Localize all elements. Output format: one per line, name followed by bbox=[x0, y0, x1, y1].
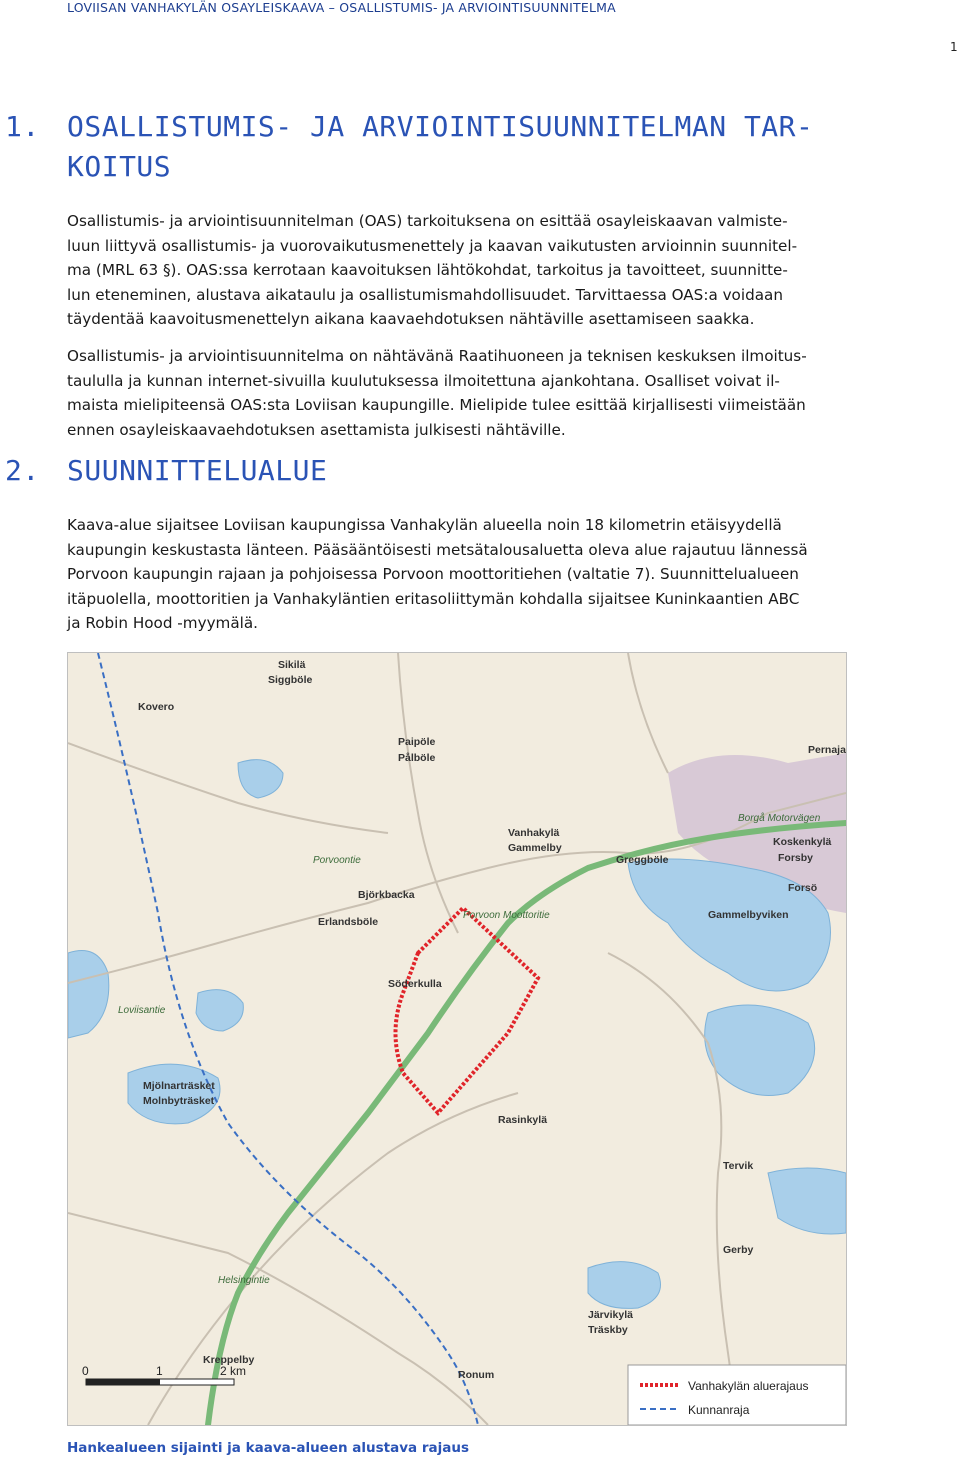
place-label: Molnbyträsket bbox=[143, 1095, 215, 1107]
section-1-paragraph-2 bbox=[67, 344, 953, 442]
road-label: Helsingintie bbox=[218, 1275, 270, 1286]
place-label: Erlandsböle bbox=[318, 916, 379, 928]
section-1-heading bbox=[5, 107, 814, 187]
section-1-title-line1: OSALLISTUMIS- JA ARVIOINTISUUNNITELMAN TAR- bbox=[67, 110, 814, 143]
text-line: ennen osayleiskaavaehdotuksen asettamista julkisesti nähtäville. bbox=[67, 420, 566, 439]
place-label: Paipöle bbox=[398, 736, 436, 748]
place-label: Gammelbyviken bbox=[708, 909, 789, 921]
section-1-paragraph-1 bbox=[67, 209, 953, 332]
place-label: Greggböle bbox=[616, 854, 669, 866]
map-canvas bbox=[68, 653, 846, 1425]
place-label: Gerby bbox=[723, 1244, 754, 1256]
figure-caption: Hankealueen sijainti ja kaava-alueen alustava rajaus bbox=[67, 1440, 470, 1456]
text-line: maista mielipiteensä OAS:sta Loviisan kaupungille. Mielipide tulee esittää kirjallisesti viimeistään bbox=[67, 396, 806, 414]
text-line: luun liittyvä osallistumis- ja vuorovaikutusmenettely ja kaavan vaikutusten arvioinnin suunnitel- bbox=[67, 236, 798, 255]
text-line: lun eteneminen, alustava aikataulu ja osallistumismahdollisuudet. Tarvittaessa OAS:a voidaan bbox=[67, 285, 783, 304]
road-label: Loviisantie bbox=[118, 1005, 166, 1016]
road-label: Porvoon Moottoritie bbox=[463, 910, 550, 921]
text-line: ma (MRL 63 §). OAS:ssa kerrotaan kaavoituksen lähtökohdat, tarkoitus ja tavoitteet, suunnitte- bbox=[67, 261, 788, 279]
section-2-heading bbox=[5, 451, 328, 491]
place-label: Vanhakylä bbox=[508, 827, 560, 839]
place-label: Pålböle bbox=[398, 752, 436, 764]
text-line: Kaava-alue sijaitsee Loviisan kaupungissa Vanhakylän alueella noin 18 kilometrin etäisyydellä bbox=[67, 516, 782, 534]
legend-label-area-boundary: Vanhakylän aluerajaus bbox=[688, 1379, 809, 1393]
place-label: Björkbacka bbox=[358, 889, 415, 901]
section-2-title: SUUNNITTELUALUE bbox=[67, 454, 328, 487]
text-line: taululla ja kunnan internet-sivuilla kuulutuksessa ilmoitettuna ajankohtana. Osalliset voivat il- bbox=[67, 371, 780, 390]
page-number: 1 bbox=[950, 40, 958, 54]
map-legend bbox=[628, 1365, 846, 1425]
road-label: Borgå Motorvägen bbox=[738, 813, 821, 824]
place-label: Siggböle bbox=[268, 674, 313, 686]
lake bbox=[588, 1262, 661, 1309]
place-label: Koskenkylä bbox=[773, 836, 832, 848]
place-label: Järvikylä bbox=[588, 1309, 633, 1321]
scale-label: 1 bbox=[156, 1364, 163, 1378]
place-label: Sikilä bbox=[278, 659, 306, 671]
place-label: Kovero bbox=[138, 701, 175, 713]
road-label: Porvoontie bbox=[313, 855, 361, 866]
text-line: täydentää kaavoitusmenettelyn aikana kaavaehdotuksen nähtäville asettamiseen saakka. bbox=[67, 310, 755, 328]
text-line: ja Robin Hood -myymälä. bbox=[67, 614, 259, 632]
text-line: Osallistumis- ja arviointisuunnitelma on nähtävänä Raatihuoneen ja teknisen keskuksen ilmoitus- bbox=[67, 347, 807, 365]
place-label: Gammelby bbox=[508, 842, 562, 854]
text-line: Porvoon kaupungin rajaan ja pohjoisessa Porvoon moottoritiehen (valtatie 7). Suunnittelualueen bbox=[67, 565, 799, 583]
place-label: Ronum bbox=[458, 1369, 495, 1381]
place-label: Forsö bbox=[788, 882, 818, 894]
place-label: Mjölnarträsket bbox=[143, 1080, 215, 1092]
section-2-paragraph bbox=[67, 513, 953, 636]
place-label: Pernaja bbox=[808, 744, 846, 756]
section-1-title-line2: KOITUS bbox=[67, 150, 172, 183]
section-1-number: 1. bbox=[5, 110, 40, 143]
running-header: LOVIISAN VANHAKYLÄN OSAYLEISKAAVA – OSALLISTUMIS- JA ARVIOINTISUUNNITELMA bbox=[67, 0, 616, 15]
scale-label: 2 km bbox=[220, 1364, 247, 1378]
text-line: kaupungin keskustasta länteen. Pääsääntöisesti metsätalousaluetta oleva alue rajautuu lännessä bbox=[67, 540, 808, 559]
text-line: itäpuolella, moottoritien ja Vanhakyläntien eritasoliittymän kohdalla sijaitsee Kuninkaantien ABC bbox=[67, 589, 800, 608]
place-label: Kreppelby bbox=[203, 1354, 255, 1366]
place-label: Forsby bbox=[778, 852, 814, 864]
location-map bbox=[67, 652, 847, 1426]
legend-label-municipal-border: Kunnanraja bbox=[688, 1403, 750, 1417]
place-label: Rasinkylä bbox=[498, 1114, 548, 1126]
section-2-number: 2. bbox=[5, 454, 40, 487]
place-label: Tervik bbox=[723, 1160, 754, 1172]
place-label: Söderkulla bbox=[388, 978, 442, 990]
scale-label: 0 bbox=[82, 1364, 89, 1378]
place-label: Träskby bbox=[588, 1324, 628, 1336]
text-line: Osallistumis- ja arviointisuunnitelman (OAS) tarkoituksena on esittää osayleiskaavan valmiste- bbox=[67, 212, 788, 230]
